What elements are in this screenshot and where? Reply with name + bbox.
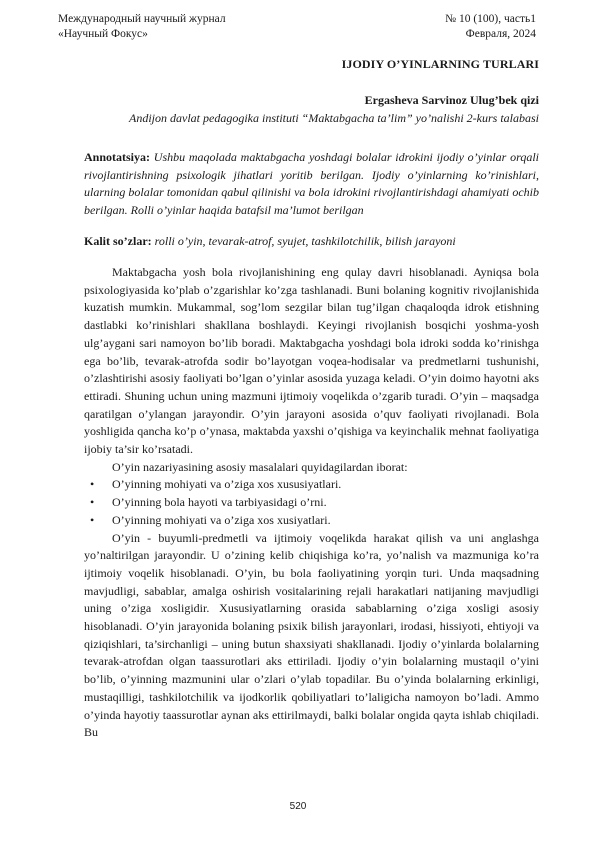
body-paragraph-3: O’yin - buyumli-predmetli va ijtimoiy voqelikda harakat qilish va uni anglashga yo’naltirilgan jarayondir. U o’zining kelib chiqishiga ko’ra, yo’nalish va mazmuniga ko’ra ijtimoiy voqelik hisoblanadi. O’yin, bu bola faoliyatining yorqin turi. Unda maqsadning mavjudligi, sabablar, amalga oshirish vositalarining rejali harakatlari natijaning mavjudligi uning o’ziga xosligidir. Xususiyatlarning orasida sabablarning o’ziga xosligi asosiy hisoblanadi. O’yin jarayonida bolaning psixik bilish jarayonlari, irodasi, hissiyoti, ehtiyoji va qiziqishlari, ta’sirchanligi – uning butun shaxsiyati shakllanadi. Ijodiy o’yinlarda bolalarning tevarak-atrofdan olgan taassurotlari aks ettiriladi. Ijodiy o’yin bolalarning mustaqil o’yini bo’lib, o’yinning mazmunini ular o’zlari o’ylab topadilar. Bu o’yinda bolalarning erkinligi, mustaqilligi, tashkilotchilik va ijodkorlik qobiliyatlari to’laligicha namoyon bo’ladi. Ammo o’yinda hayotiy taassurotlar aynan aks ettirilmaydi, balki bolalar ongida qayta ishlab chiqiladi. Bu bbox=[84, 530, 539, 740]
bullet-item: • O’yinning mohiyati va o’ziga xos xusiyatlari. bbox=[90, 512, 539, 530]
abstract bbox=[84, 149, 539, 220]
article-body bbox=[84, 264, 539, 742]
author-affiliation: Andijon davlat pedagogika instituti “Maktabgacha ta’lim” yo’nalishi 2-kurs talabasi bbox=[129, 111, 539, 125]
body-paragraph-2: O’yin nazariyasining asosiy masalalari quyidagilardan iborat: bbox=[112, 459, 408, 474]
abstract-label: Annotatsiya: bbox=[84, 150, 151, 164]
issue-info bbox=[445, 12, 536, 42]
journal-name-line1: Международный научный журнал bbox=[58, 13, 226, 25]
issue-date: Февраля, 2024 bbox=[465, 28, 536, 40]
bullet-item: • O’yinning bola hayoti va tarbiyasidagi o’rni. bbox=[90, 494, 539, 512]
keywords-text: rolli o’yin, tevarak-atrof, syujet, tashkilotchilik, bilish jarayoni bbox=[154, 234, 456, 248]
keywords-label: Kalit so’zlar: bbox=[84, 234, 152, 248]
page-number: 520 bbox=[289, 801, 307, 812]
bullet-list bbox=[84, 476, 539, 529]
article-title: IJODIY O’YINLARNING TURLARI bbox=[341, 57, 539, 71]
body-paragraph-1: Maktabgacha yosh bola rivojlanishining eng qulay davri hisoblanadi. Ayniqsa bola psixologiyasida ko’plab o’zgarishlar ko’zga tashlanadi. Buni bolaning kognitiv rivojlanishida kuzatish mumkin. Mukammal, sog’lom sezgilar bilan tug’ilgan chaqaloqda idrok etishning dastlabki ko’rinishlari shakllana boshlaydi. Keyingi rivojlanish bosqichi yoshma-yosh ulg’aygani sari namoyon bo’lib boradi. Maktabgacha yoshdagi bola idroki sodda ko’rinishga ega bo’lib, tevarak-atrofda sodir bo’layotgan voqea-hodisalar va predmetlarni tushunishi, o’zlashtirishi asosiy faoliyati bo’lgan o’yinlar asosida yuzaga keladi. O’yin doimo hayotni aks ettiradi. Shuning uchun uning mazmuni ijtimoiy voqelikda o’zgarib turadi. O’yin – maqsadga qaratilgan o’ylangan jarayondir. O’yin jarayoni asosida o’quv faoliyati rivojlanadi. Bola yoshligida qancha ko’p o’ynasa, maktabda yaxshi o’qishiga va keyinchalik mehnat faoliyatiga ijobiy ta’sir ko’rsatadi. bbox=[84, 265, 539, 457]
issue-number: № 10 (100), часть1 bbox=[445, 13, 536, 25]
journal-name-line2: «Научный Фокус» bbox=[58, 28, 148, 40]
bullet-item: • O’yinning mohiyati va o’ziga xos xususiyatlari. bbox=[90, 476, 539, 494]
author-name: Ergasheva Sarvinoz Ulug’bek qizi bbox=[364, 93, 539, 107]
keywords bbox=[84, 233, 539, 251]
abstract-text: Ushbu maqolada maktabgacha yoshdagi bolalar idrokini ijodiy o’yinlar orqali rivojlantirishning psixologik jihatlari yoritib berilgan. Ijodiy o’yinlarning ko’rinishlari, ularning bolalar tomonidan qabul qilinishi va bola idrokini rivojlantirishdagi ahamiyati ochib berilgan. Rolli o’yinlar haqida batafsil ma’lumot berilgan bbox=[84, 150, 539, 218]
journal-name bbox=[58, 12, 226, 42]
